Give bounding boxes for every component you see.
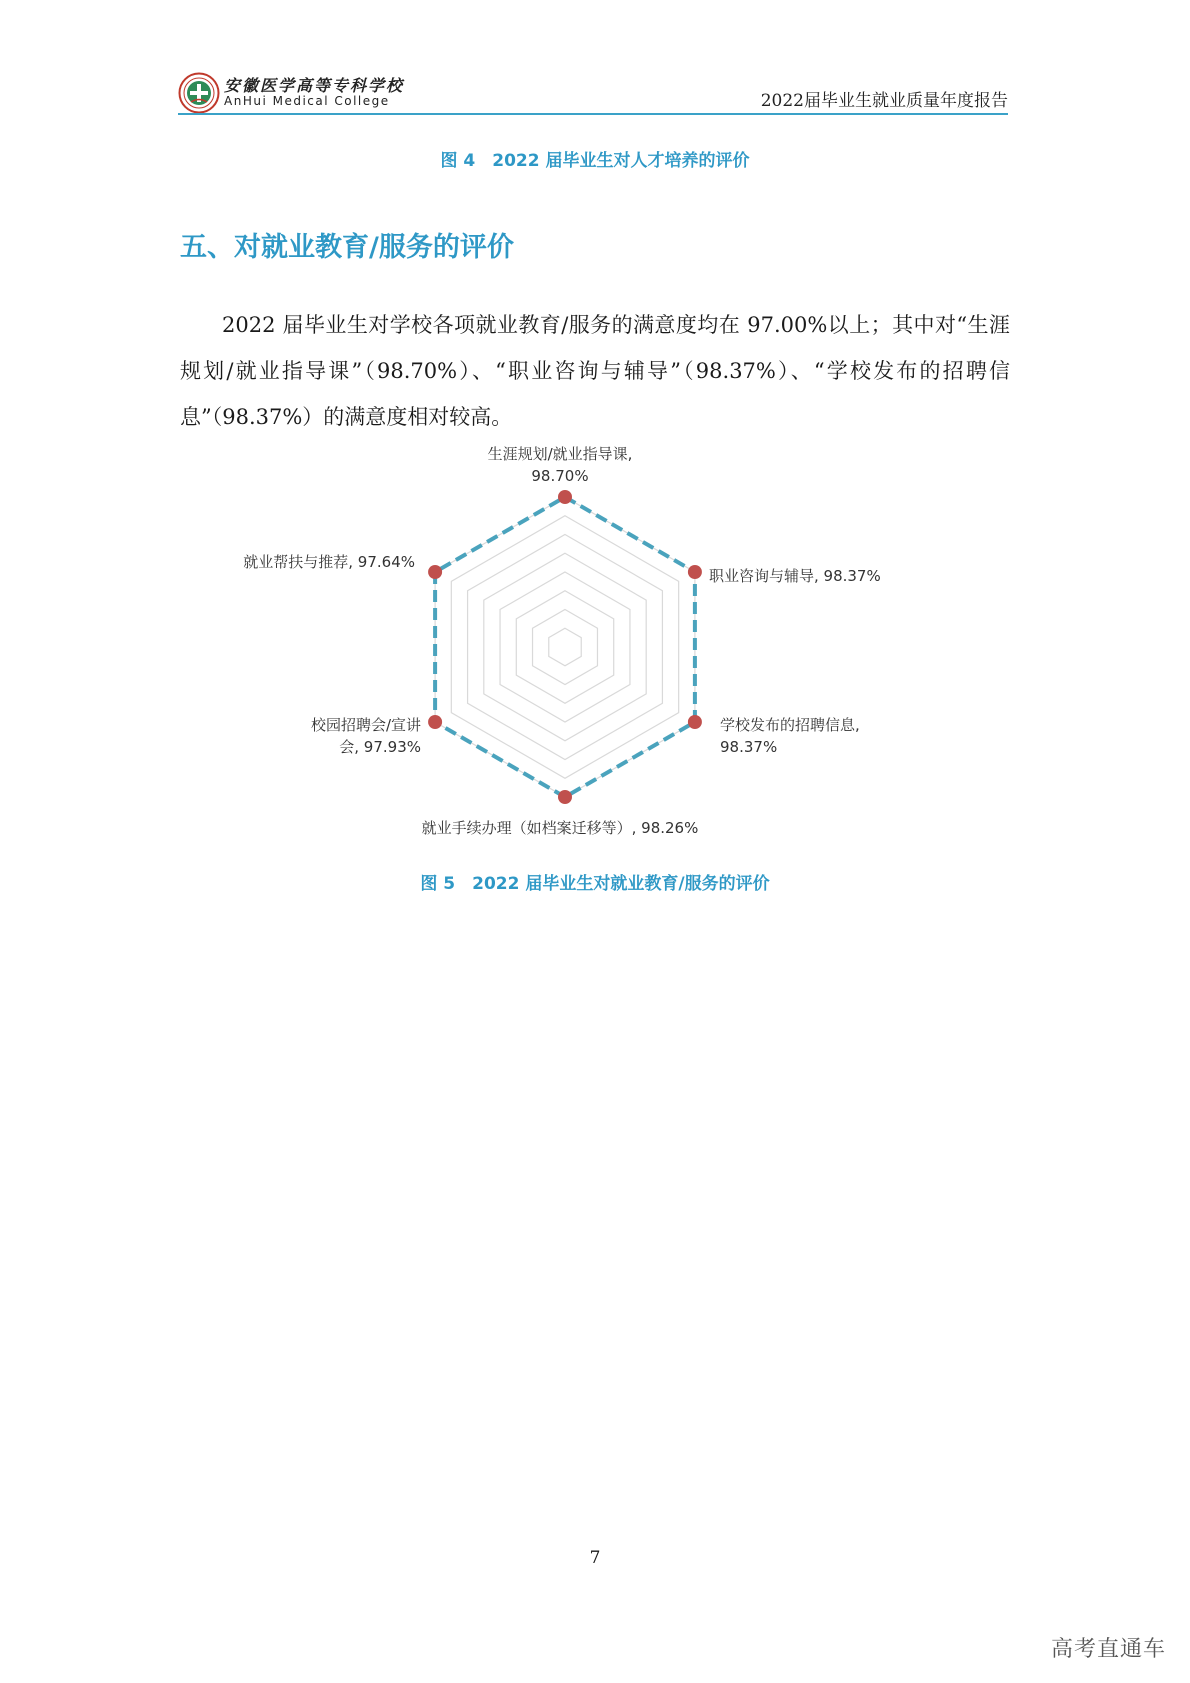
radar-grid-ring bbox=[468, 535, 663, 760]
radar-grid-ring bbox=[533, 610, 598, 685]
radar-label-line: 生涯规划/就业指导课, bbox=[487, 445, 633, 463]
radar-label-line: 会, 97.93% bbox=[339, 738, 421, 756]
radar-point-5 bbox=[428, 715, 442, 729]
radar-point-2 bbox=[688, 565, 702, 579]
page-header bbox=[178, 68, 1008, 114]
radar-label-line: 校园招聘会/宣讲 bbox=[310, 716, 421, 734]
radar-label-3 bbox=[720, 716, 860, 756]
figure-4-caption: 图 4 2022 届毕业生对人才培养的评价 bbox=[440, 151, 750, 171]
page-number: 7 bbox=[589, 1548, 601, 1568]
radar-label-2 bbox=[709, 567, 881, 585]
radar-label-4 bbox=[422, 819, 699, 837]
school-emblem-icon bbox=[178, 72, 220, 114]
radar-label-line: 职业咨询与辅导, 98.37% bbox=[709, 567, 881, 585]
radar-label-6 bbox=[243, 553, 415, 571]
radar-label-1 bbox=[488, 445, 633, 485]
watermark: 高考直通车 bbox=[1050, 1637, 1166, 1662]
radar-chart bbox=[190, 445, 990, 925]
radar-grid-ring bbox=[549, 628, 581, 666]
radar-label-line: 就业帮扶与推荐, 97.64% bbox=[243, 553, 415, 571]
radar-label-line: 98.37% bbox=[720, 738, 778, 756]
radar-point-6 bbox=[428, 565, 442, 579]
radar-grid-ring bbox=[451, 516, 678, 779]
radar-series-line bbox=[435, 497, 695, 797]
radar-chart-svg bbox=[190, 445, 990, 925]
radar-label-line: 学校发布的招聘信息, bbox=[720, 716, 860, 734]
report-title: 2022届毕业生就业质量年度报告 bbox=[760, 91, 1008, 111]
section-paragraph: 2022 届毕业生对学校各项就业教育/服务的满意度均在 97.00%以上；其中对“生涯规划/就业指导课”（98.70%）、“职业咨询与辅导”（98.37%）、“学校发布的招聘信息”（98.37%）的满意度相对较高。 bbox=[180, 313, 1010, 429]
radar-grid-ring bbox=[500, 572, 630, 722]
radar-point-4 bbox=[558, 790, 572, 804]
radar-label-line: 98.70% bbox=[531, 467, 589, 485]
radar-grid-ring bbox=[516, 591, 613, 704]
radar-grid-ring bbox=[484, 553, 646, 741]
school-name-en: AnHui Medical College bbox=[224, 94, 390, 108]
figure-5-caption: 图 5 2022 届毕业生对就业教育/服务的评价 bbox=[420, 874, 770, 894]
radar-label-5 bbox=[311, 716, 421, 756]
radar-point-3 bbox=[688, 715, 702, 729]
section-heading: 五、对就业教育/服务的评价 bbox=[180, 232, 514, 263]
header-divider bbox=[178, 113, 1008, 115]
school-name-cn: 安徽医学高等专科学校 bbox=[224, 76, 405, 95]
radar-point-1 bbox=[558, 490, 572, 504]
radar-grid-ring bbox=[435, 497, 695, 797]
radar-label-line: 就业手续办理（如档案迁移等）, 98.26% bbox=[421, 819, 699, 837]
